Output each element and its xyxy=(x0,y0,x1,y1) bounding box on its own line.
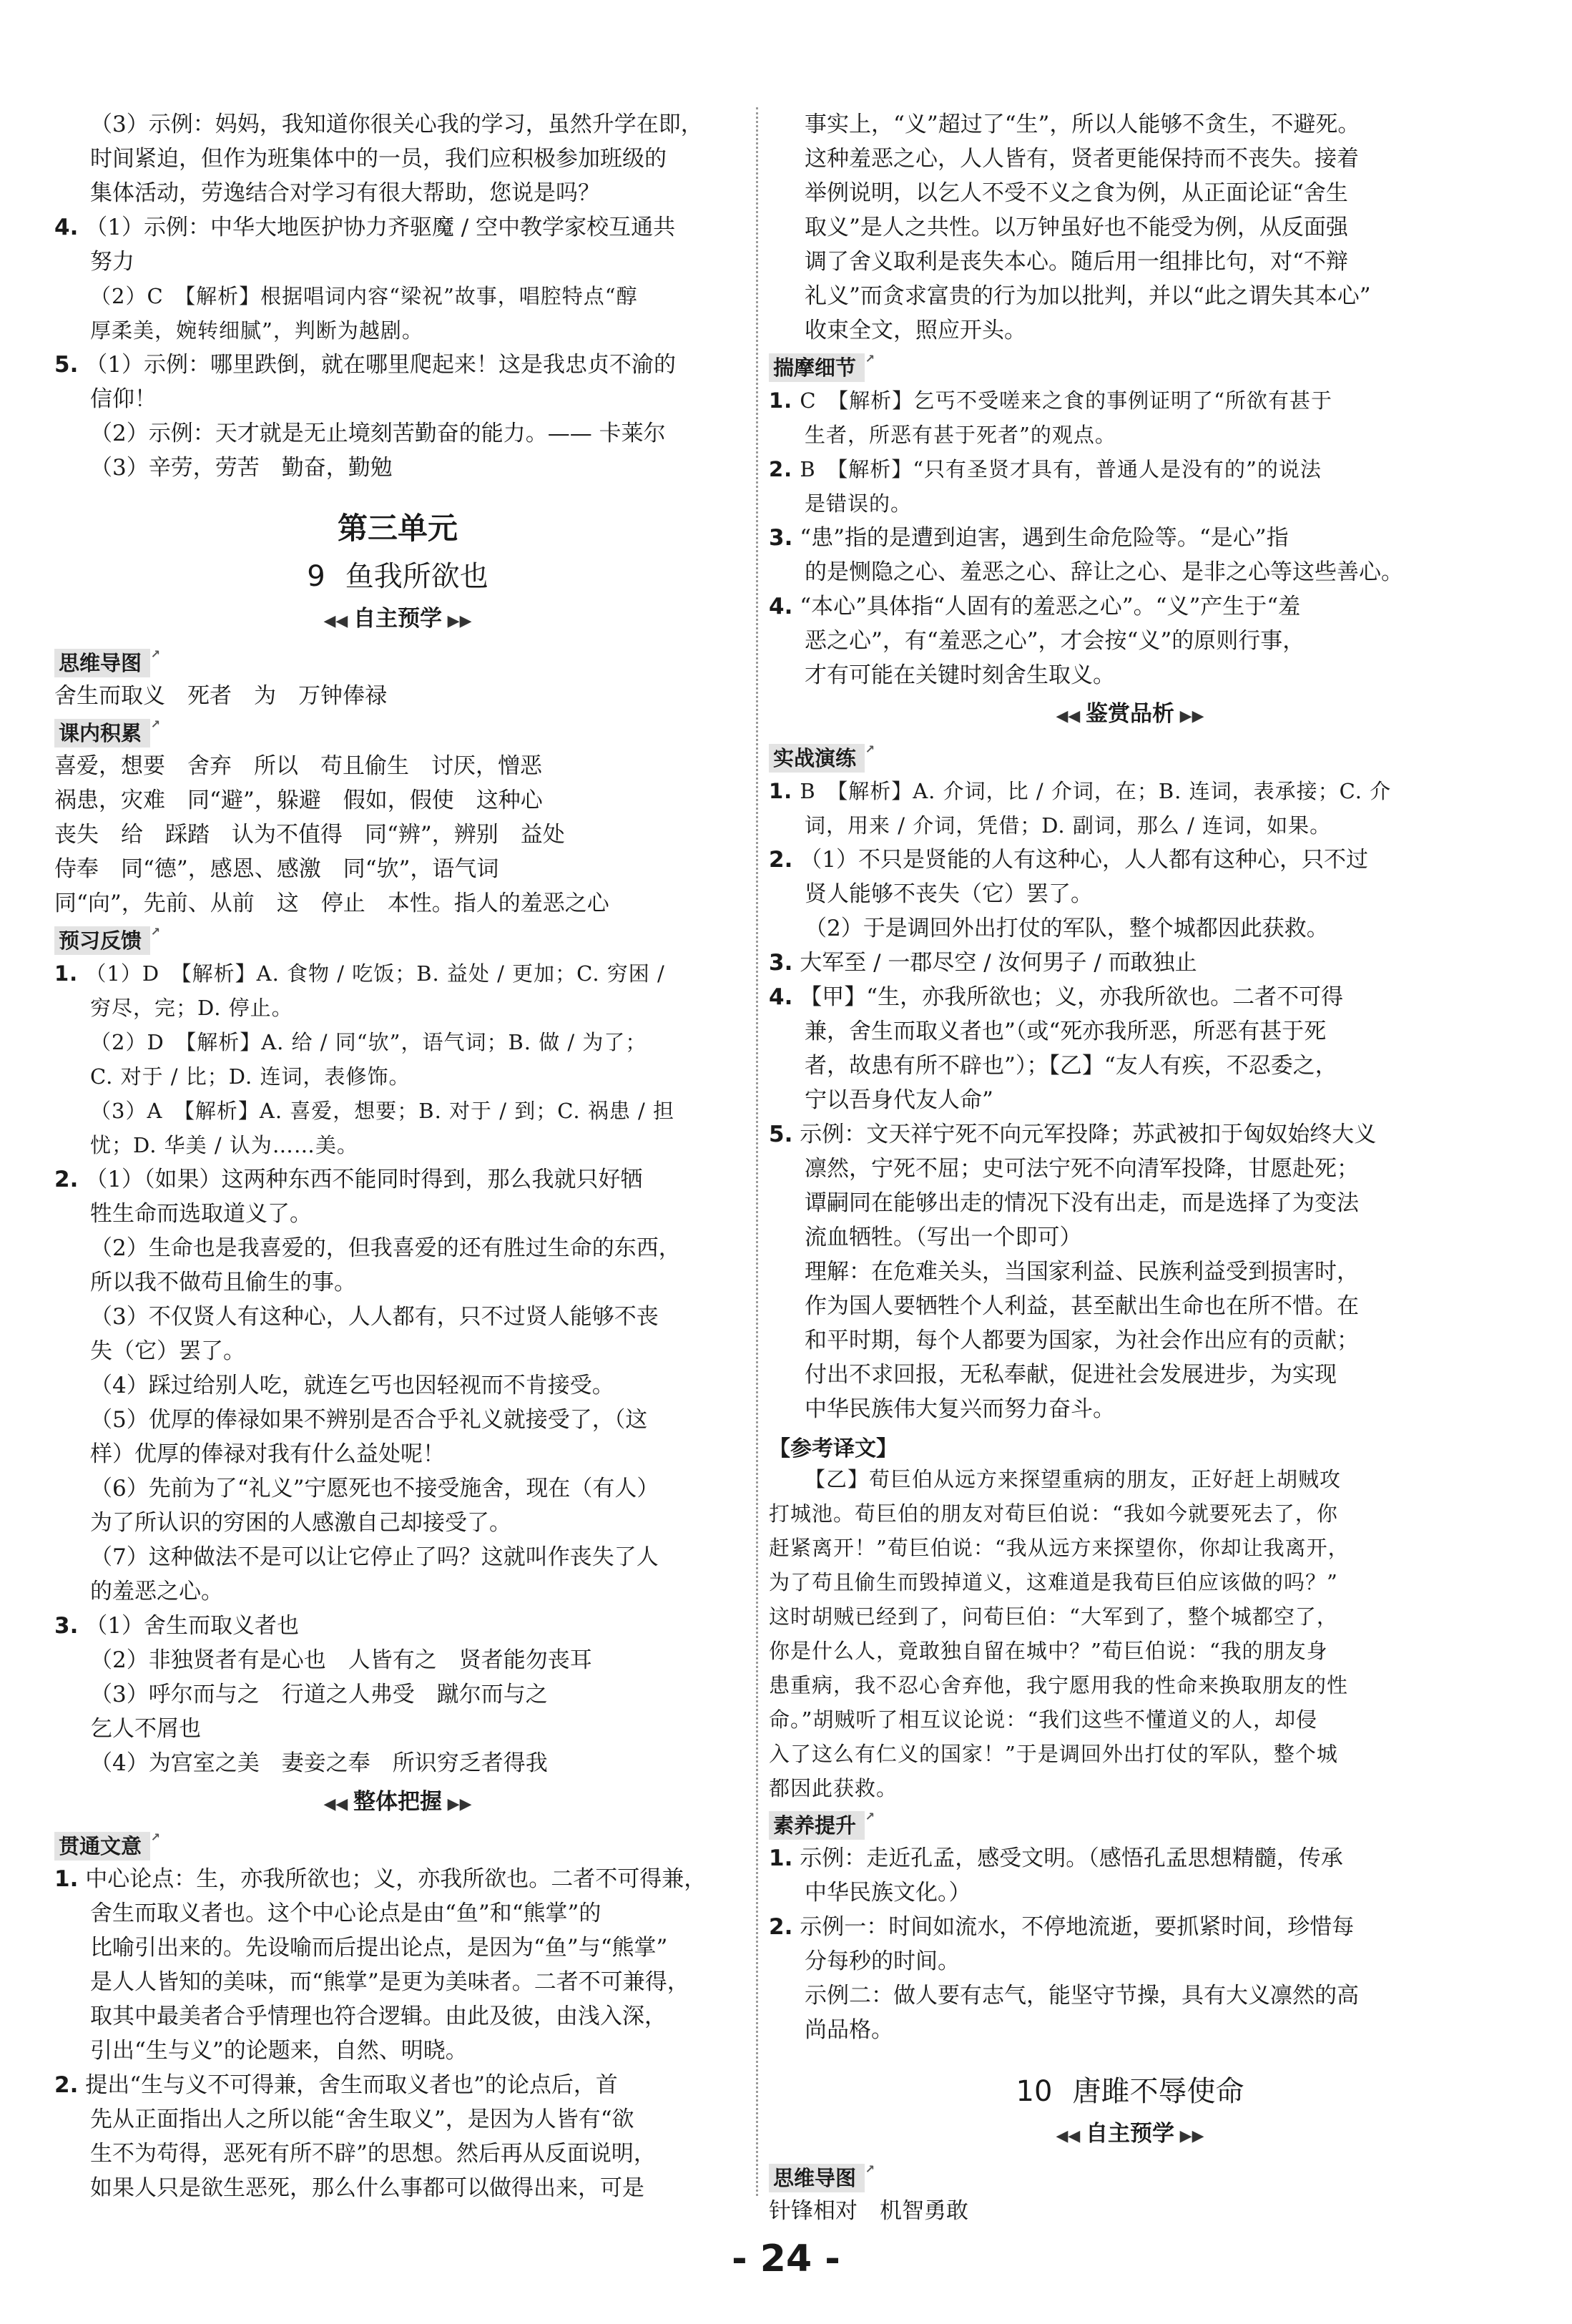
text-line: （3）A 【解析】A. 喜爱，想要；B. 对于 / 到；C. 祸患 / 担 xyxy=(90,1099,675,1123)
section-title: 自主预学 xyxy=(353,606,442,632)
text-line: 中心论点：生，亦我所欲也；义，亦我所欲也。二者不可得兼， xyxy=(85,1866,707,1892)
text-line: 厚柔美，婉转细腻”，判断为越剧。 xyxy=(90,318,423,343)
label-detail: 揣摩细节 ↗ xyxy=(769,353,865,382)
text-line: （4）踩过给别人吃，就连乞丐也因轻视而不肯接受。 xyxy=(90,1373,614,1398)
text-line: 分每秒的时间。 xyxy=(805,1948,960,1974)
feedback-3: 3. （1）舍生而取义者也 （2）非独贤者有是心也 人皆有之 贤者能勿丧耳 （3）呼尔而与之 行道之人弗受 蹴尔而与之 乞人不屑也 （4）为宫室之美 妻妾之奉 所识穷乏者得我 xyxy=(54,1609,741,1780)
text-line: 事实上，“义”超过了“生”，所以人能够不贪生，不避死。 xyxy=(805,112,1360,137)
label-mindmap: 思维导图 ↗ xyxy=(54,649,150,677)
section-header: ◀◀ 自主预学 ▶▶ xyxy=(1056,2121,1204,2147)
text-line: 礼义”而贪求富贵的行为加以批判，并以“此之谓失其本心” xyxy=(805,283,1371,309)
label-quality: 素养提升 ↗ xyxy=(769,1811,865,1840)
text-line: 乞人不屑也 xyxy=(90,1716,201,1742)
text-line: 示例：走近孔孟，感受文明。（感悟孔孟思想精髓，传承 xyxy=(800,1845,1343,1871)
text-line: （2）非独贤者有是心也 人皆有之 贤者能勿丧耳 xyxy=(90,1647,592,1673)
lesson-title xyxy=(769,2069,1491,2109)
text-line: 赶紧离开！”荀巨伯说：“我从远方来探望你，你却让我离开， xyxy=(769,1536,1350,1560)
text-line: 尚品格。 xyxy=(805,2017,893,2043)
text-line: （3）呼尔而与之 行道之人弗受 蹴尔而与之 xyxy=(90,1682,548,1707)
text-line: （2）生命也是我喜爱的，但我喜爱的还有胜过生命的东西， xyxy=(90,1235,681,1261)
text-line: C. 对于 / 比；D. 连词，表修饰。 xyxy=(90,1064,411,1089)
column-divider xyxy=(756,107,758,2196)
text-line: 示例一：时间如流水，不停地流逝，要抓紧时间，珍惜每 xyxy=(800,1914,1355,1940)
section-title: 自主预学 xyxy=(1086,2121,1174,2147)
quality-list: 1. 示例：走近孔孟，感受文明。（感悟孔孟思想精髓，传承 中华民族文化。） 2. 示例一：时间如流水，不停地流逝，要抓紧时间，珍惜每 分每秒的时间。 示例二：做人要有志气，能坚守节操，具有大义凛然的高 尚品格。 xyxy=(769,1841,1491,2047)
text-line: 努力 xyxy=(90,249,134,275)
question-4 xyxy=(54,210,741,348)
unit-title: 第三单元 xyxy=(337,511,458,546)
text-line: 所以我不做苟且偷生的事。 xyxy=(90,1270,356,1295)
text-line: 【甲】“生，亦我所欲也；义，亦我所欲也。二者不可得 xyxy=(800,984,1344,1010)
overall-1: 1. 中心论点：生，亦我所欲也；义，亦我所欲也。二者不可得兼， 舍生而取义者也。这个中心论点是由“鱼”和“熊掌”的 比喻引出来的。先设喻而后提出论点，是因为“鱼”与“熊掌” 是人人皆知的美味，而“熊掌”是更为美味者。二者不可兼得， 取其中最美者合乎情理也符合逻辑。由此及彼，由浅入深， 引出“生与义”的论题来，自然、明晓。 xyxy=(54,1862,741,2068)
lesson-name: 唐雎不辱使命 xyxy=(1072,2075,1244,2108)
text-line: 大军至 / 一郡尽空 / 汝何男子 / 而敢独止 xyxy=(800,950,1197,976)
text-line: 比喻引出来的。先设喻而后提出论点，是因为“鱼”与“熊掌” xyxy=(90,1935,668,1961)
practice-list: 1. B 【解析】A. 介词，比 / 介词，在；B. 连词，表承接；C. 介 词，用来 / 介词，凭借；D. 副词，那么 / 连词，如果。 2. （1）不只是贤能的人有这种心，人人都有这种心，只不过 贤人能够不丧失（它）罢了。 （2）于是调回外出打仗的军队，整个城都因此获救。 3. 大军至 / 一郡尽空 / 汝何男子 / 而敢独止 4. 【甲】“生，亦我所欲也；义，亦我所欲也。二者不可得 兼，舍生而取义者也”（或“死亦我所恶，所恶有甚于死 者，故患有所不辟也”）；【乙】“友人有疾，不忍委之， 宁以吾身代友人命” 5. 示例：文天祥宁死不向元军投降；苏武被扣于匈奴始终大义 凛然，宁死不屈；史可法宁死不向清军投降，甘愿赴死； 谭嗣同在能够出走的情况下没有出走，而是选择了为变法 流血牺牲。（写出一个即可） 理解：在危难关头，当国家利益、民族利益受到损害时， 作为国人要牺牲个人利益，甚至献出生命也在所不惜。在 和平时期，每个人都要为国家，为社会作出应有的贡献； 付出不求回报，无私奉献，促进社会发展进步，为实现 中华民族伟大复兴而努力奋斗。 xyxy=(769,774,1491,1426)
text-line: 流血牺牲。（写出一个即可） xyxy=(805,1225,1082,1250)
text-line: 同“向”，先前、从前 这 停止 本性。指人的羞恶之心 xyxy=(54,891,609,916)
text-line: 失（它）罢了。 xyxy=(90,1338,245,1364)
text-line: 打城池。荀巨伯的朋友对荀巨伯说：“我如今就要死去了，你 xyxy=(769,1501,1338,1526)
text-line: 时间紧迫，但作为班集体中的一员，我们应积极参加班级的 xyxy=(90,146,667,172)
text-line: （3）示例：妈妈，我知道你很关心我的学习，虽然升学在即， xyxy=(90,112,703,137)
label-practice: 实战演练 ↗ xyxy=(769,744,865,773)
label-vocab: 课内积累 ↗ xyxy=(54,719,150,747)
text-line: 举例说明，以乞人不受不义之食为例，从正面论证“舍生 xyxy=(805,180,1348,206)
question-5 xyxy=(54,348,741,485)
text-line: 贤人能够不丧失（它）罢了。 xyxy=(805,881,1093,907)
overall-2: 2. 提出“生与义不可得兼，舍生而取义者也”的论点后，首 先从正面指出人之所以能“舍生取义”，是因为人皆有“欲 生不为苟得，恶死有所不辟”的思想。然后再从反面说明， 如果人只是欲生恶死，那么什么事都可以做得出来，可是 xyxy=(54,2068,741,2205)
text-line: 生者，所恶有甚于死者”的观点。 xyxy=(805,423,1116,447)
text-line: 样）优厚的俸禄对我有什么益处呢！ xyxy=(90,1441,445,1467)
text-line: （1）不只是贤能的人有这种心，人人都有这种心，只不过 xyxy=(800,847,1368,873)
reference-title: 【参考译文】 xyxy=(769,1436,898,1461)
section-title: 鉴赏品析 xyxy=(1086,701,1174,727)
text-line: 理解：在危难关头，当国家利益、民族利益受到损害时， xyxy=(805,1259,1359,1285)
text-line: 都因此获救。 xyxy=(769,1776,898,1800)
left-column xyxy=(54,107,741,2205)
lesson-name: 鱼我所欲也 xyxy=(345,560,488,593)
text-line: （2）示例：天才就是无止境刻苦勤奋的能力。—— 卡莱尔 xyxy=(90,421,666,446)
text-line: 才有可能在关键时刻舍生取义。 xyxy=(805,662,1115,688)
text-line: （1）D 【解析】A. 食物 / 吃饭；B. 益处 / 更加；C. 穷困 / xyxy=(85,961,665,986)
intro-block xyxy=(54,107,741,210)
text-line: 恶之心”，有“羞恶之心”，才会按“义”的原则行事， xyxy=(805,628,1305,654)
text-line: 取义”是人之共性。以万钟虽好也不能受为例，从反面强 xyxy=(805,215,1348,240)
reference-translation xyxy=(769,1462,1491,1805)
text-line: 和平时期，每个人都要为国家，为社会作出应有的贡献； xyxy=(805,1328,1359,1353)
text-line: 牲生命而选取道义了。 xyxy=(90,1201,312,1227)
text-line: （4）为宫室之美 妻妾之奉 所识穷乏者得我 xyxy=(90,1750,548,1776)
text-line: （1）示例：哪里跌倒，就在哪里爬起来！这是我忠贞不渝的 xyxy=(85,352,676,378)
feedback-2: 2. （1）（如果）这两种东西不能同时得到，那么我就只好牺 牲生命而选取道义了。 （2）生命也是我喜爱的，但我喜爱的还有胜过生命的东西， 所以我不做苟且偷生的事。 （3）不仅贤人有这种心，人人都有，只不过贤人能够不丧 失（它）罢了。 （4）踩过给别人吃，就连乞丐也因轻视而不肯接受。 （5）优厚的俸禄如果不辨别是否合乎礼义就接受了，（这 样）优厚的俸禄对我有什么益处呢！ （6）先前为了“礼义”宁愿死也不接受施舍，现在（有人） 为了所认识的穷困的人感激自己却接受了。 （7）这种做法不是可以让它停止了吗？这就叫作丧失了人 的羞恶之心。 xyxy=(54,1162,741,1609)
section-header: ◀◀ 鉴赏品析 ▶▶ xyxy=(1056,701,1204,727)
text-line: 丧失 给 踩踏 认为不值得 同“辨”，辨别 益处 xyxy=(54,822,565,848)
lesson-number: 9 xyxy=(307,560,325,593)
text-line: 宁以吾身代友人命” xyxy=(805,1087,993,1113)
text-line: 入了这么有仁义的国家！”于是调回外出打仗的军队，整个城 xyxy=(769,1742,1338,1766)
text-line: 穷尽，完；D. 停止。 xyxy=(90,996,293,1020)
text-line: B 【解析】A. 介词，比 / 介词，在；B. 连词，表承接；C. 介 xyxy=(800,779,1392,803)
text-line: 集体活动，劳逸结合对学习有很大帮助，您说是吗？ xyxy=(90,180,600,206)
text-line: 中华民族伟大复兴而努力奋斗。 xyxy=(805,1396,1115,1422)
text-line: （7）这种做法不是可以让它停止了吗？这就叫作丧失了人 xyxy=(90,1544,659,1570)
text-line: “患”指的是遭到迫害，遇到生命危险等。“是心”指 xyxy=(800,525,1289,551)
text-line: 舍生而取义者也。这个中心论点是由“鱼”和“熊掌”的 xyxy=(90,1901,601,1926)
text-line: 凛然，宁死不屈；史可法宁死不向清军投降，甘愿赴死； xyxy=(805,1156,1359,1182)
text-line: （1）舍生而取义者也 xyxy=(85,1613,299,1639)
label-mindmap-2: 思维导图 ↗ xyxy=(769,2164,865,2192)
section-header: ◀◀ 整体把握 ▶▶ xyxy=(323,1789,472,1815)
text-line: （3）不仅贤人有这种心，人人都有，只不过贤人能够不丧 xyxy=(90,1304,659,1330)
text-line: 谭嗣同在能够出走的情况下没有出走，而是选择了为变法 xyxy=(805,1190,1359,1216)
section-title: 整体把握 xyxy=(353,1789,442,1815)
text-line: 喜爱，想要 舍弃 所以 苟且偷生 讨厌，憎恶 xyxy=(54,753,542,779)
text-line: 你是什么人，竟敢独自留在城中？”荀巨伯说：“我的朋友身 xyxy=(769,1639,1328,1663)
vocab-list xyxy=(54,749,741,921)
text-line: 示例：文天祥宁死不向元军投降；苏武被扣于匈奴始终大义 xyxy=(800,1122,1377,1147)
feedback-1: 1. （1）D 【解析】A. 食物 / 吃饭；B. 益处 / 更加；C. 穷困 / 穷尽，完；D. 停止。 （2）D 【解析】A. 给 / 同“欤”，语气词；B. 做 / 为了； C. 对于 / 比；D. 连词，表修饰。 （3）A 【解析】A. 喜爱，想要；B. 对于 / 到；C. 祸患 / 担 忧；D. 华美 / 认为……美。 xyxy=(54,956,741,1162)
text-line: 生不为苟得，恶死有所不辟”的思想。然后再从反面说明， xyxy=(90,2141,656,2167)
text-line: 为了所认识的穷困的人感激自己却接受了。 xyxy=(90,1510,511,1536)
text-line: 为了苟且偷生而毁掉道义，这难道是我荀巨伯应该做的吗？” xyxy=(769,1570,1338,1594)
text-line: 侍奉 同“德”，感恩、感激 同“欤”，语气词 xyxy=(54,856,499,882)
lesson-title xyxy=(54,554,741,594)
text-line: 付出不求回报，无私奉献，促进社会发展进步，为实现 xyxy=(805,1362,1337,1388)
text-line: 针锋相对 机智勇敢 xyxy=(769,2198,968,2224)
text-line: 这种羞恶之心，人人皆有，贤者更能保持而不丧失。接着 xyxy=(805,146,1359,172)
text-line: 引出“生与义”的论题来，自然、明晓。 xyxy=(90,2038,468,2064)
text-line: （1）（如果）这两种东西不能同时得到，那么我就只好牺 xyxy=(85,1167,643,1192)
text-line: 收束全文，照应开头。 xyxy=(805,318,1026,343)
text-line: C 【解析】乞丐不受嗟来之食的事例证明了“所欲有甚于 xyxy=(800,388,1332,413)
text-line: 提出“生与义不可得兼，舍生而取义者也”的论点后，首 xyxy=(85,2072,618,2098)
detail-list: 1. C 【解析】乞丐不受嗟来之食的事例证明了“所欲有甚于 生者，所恶有甚于死者”的观点。 2. B 【解析】“只有圣贤才具有，普通人是没有的”的说法 是错误的。 3. “患”指的是遭到迫害，遇到生命危险等。“是心”指 的是恻隐之心、羞恶之心、辞让之心、是非之心等这些善心。 4. “本心”具体指“人固有的羞恶之心”。“义”产生于“羞 恶之心”，有“羞恶之心”，才会按“义”的原则行事， 才有可能在关键时刻舍生取义。 xyxy=(769,383,1491,692)
text-line: （2）C 【解析】根据唱词内容“梁祝”故事，唱腔特点“醇 xyxy=(90,284,638,308)
overall-2-continued xyxy=(769,107,1491,348)
text-line: 者，故患有所不辟也”）；【乙】“友人有疾，不忍委之， xyxy=(805,1053,1337,1079)
text-line: B 【解析】“只有圣贤才具有，普通人是没有的”的说法 xyxy=(800,457,1322,481)
text-line: 这时胡贼已经到了，问荀巨伯：“大军到了，整个城都空了， xyxy=(769,1604,1338,1629)
text-line: 词，用来 / 介词，凭借；D. 副词，那么 / 连词，如果。 xyxy=(805,813,1332,838)
text-line: （5）优厚的俸禄如果不辨别是否合乎礼义就接受了，（这 xyxy=(90,1407,648,1433)
section-header: ◀◀ 自主预学 ▶▶ xyxy=(323,606,472,632)
text-line: 先从正面指出人之所以能“舍生取义”，是因为人皆有“欲 xyxy=(90,2107,634,2132)
text-line: 患重病，我不忍心舍弃他，我宁愿用我的性命来换取朋友的性 xyxy=(769,1673,1349,1697)
text-line: （2）于是调回外出打仗的军队，整个城都因此获救。 xyxy=(805,916,1329,941)
text-line: 示例二：做人要有志气，能坚守节操，具有大义凛然的高 xyxy=(805,1983,1359,2009)
text-line: 【乙】荀巨伯从远方来探望重病的朋友，正好赶上胡贼攻 xyxy=(805,1467,1342,1491)
text-line: 是人人皆知的美味，而“熊掌”是更为美味者。二者不可兼得， xyxy=(90,1969,689,1995)
label-overall: 贯通文意 ↗ xyxy=(54,1832,150,1860)
text-line: 信仰！ xyxy=(90,386,157,412)
text-line: 如果人只是欲生恶死，那么什么事都可以做得出来，可是 xyxy=(90,2175,644,2201)
label-feedback: 预习反馈 ↗ xyxy=(54,926,150,955)
text-line: 忧；D. 华美 / 认为……美。 xyxy=(90,1133,358,1157)
text-line: 祸患，灾难 同“避”，躲避 假如，假使 这种心 xyxy=(54,788,543,813)
text-line: （2）D 【解析】A. 给 / 同“欤”，语气词；B. 做 / 为了； xyxy=(90,1030,647,1054)
text-line: 是错误的。 xyxy=(805,491,913,516)
text-line: （3）辛劳，劳苦 勤奋，勤勉 xyxy=(90,455,393,481)
q-number: 4. xyxy=(54,215,79,240)
text-line: 的是恻隐之心、羞恶之心、辞让之心、是非之心等这些善心。 xyxy=(805,559,1403,585)
page-number: - 24 - xyxy=(732,2237,840,2280)
text-line: 调了舍义取利是丧失本心。随后用一组排比句，对“不辩 xyxy=(805,249,1348,275)
text-line: 中华民族文化。） xyxy=(805,1880,971,1906)
text-line: 作为国人要牺牲个人利益，甚至献出生命也在所不惜。在 xyxy=(805,1293,1359,1319)
text-line: （1）示例：中华大地医护协力齐驱魔 / 空中教学家校互通共 xyxy=(85,215,676,240)
lesson-number: 10 xyxy=(1016,2075,1053,2108)
text-line: 命。”胡贼听了相互议论说：“我们这些不懂道义的人，却侵 xyxy=(769,1707,1318,1732)
q-number: 5. xyxy=(54,352,79,378)
text-line: （6）先前为了“礼义”宁愿死也不接受施舍，现在（有人） xyxy=(90,1476,659,1501)
text-line: 舍生而取义 死者 为 万钟俸禄 xyxy=(54,683,387,709)
right-column xyxy=(769,107,1491,2228)
text-line: 的羞恶之心。 xyxy=(90,1579,223,1604)
text-line: “本心”具体指“人固有的羞恶之心”。“义”产生于“羞 xyxy=(800,594,1301,619)
text-line: 取其中最美者合乎情理也符合逻辑。由此及彼，由浅入深， xyxy=(90,2004,667,2029)
text-line: 兼，舍生而取义者也”（或“死亦我所恶，所恶有甚于死 xyxy=(805,1019,1327,1044)
